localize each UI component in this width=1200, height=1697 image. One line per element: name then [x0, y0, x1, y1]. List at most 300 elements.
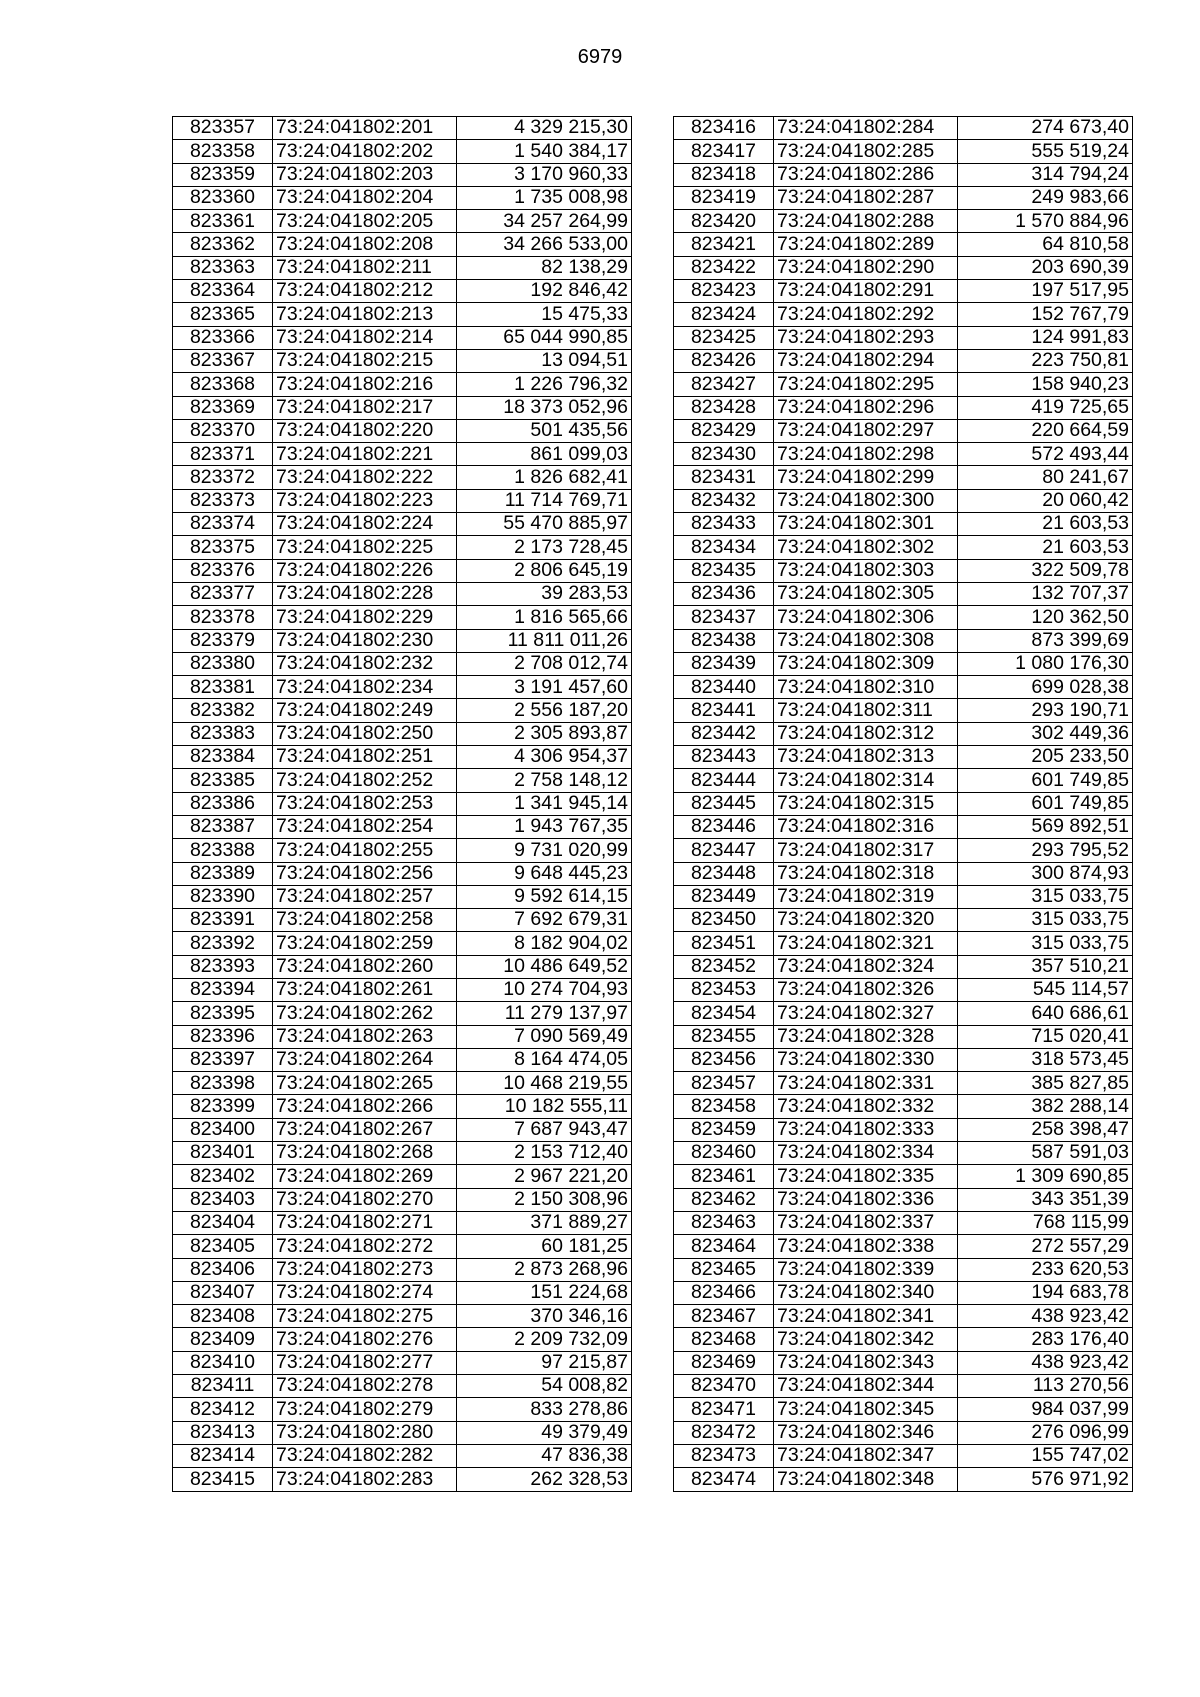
- cadastral-number-cell: 73:24:041802:341: [774, 1305, 958, 1328]
- value-cell: 276 096,99: [958, 1421, 1133, 1444]
- table-row: [674, 1281, 1133, 1304]
- cadastral-number-cell: 73:24:041802:292: [774, 303, 958, 326]
- record-number-cell: 823431: [674, 466, 774, 489]
- cadastral-number-cell: 73:24:041802:212: [273, 280, 457, 303]
- table-row: [173, 1165, 632, 1188]
- table-row: [674, 862, 1133, 885]
- cadastral-number-cell: 73:24:041802:293: [774, 326, 958, 349]
- value-cell: 34 257 264,99: [457, 210, 632, 233]
- record-number-cell: 823417: [674, 140, 774, 163]
- value-cell: 7 692 679,31: [457, 909, 632, 932]
- record-number-cell: 823391: [173, 909, 273, 932]
- table-row: [173, 1421, 632, 1444]
- table-row: [173, 1258, 632, 1281]
- cadastral-number-cell: 73:24:041802:280: [273, 1421, 457, 1444]
- value-cell: 21 603,53: [958, 513, 1133, 536]
- cadastral-number-cell: 73:24:041802:204: [273, 186, 457, 209]
- cadastral-number-cell: 73:24:041802:294: [774, 349, 958, 372]
- table-row: [173, 792, 632, 815]
- record-number-cell: 823426: [674, 349, 774, 372]
- record-number-cell: 823379: [173, 629, 273, 652]
- value-cell: 11 714 769,71: [457, 489, 632, 512]
- cadastral-number-cell: 73:24:041802:269: [273, 1165, 457, 1188]
- value-cell: 1 341 945,14: [457, 792, 632, 815]
- record-number-cell: 823368: [173, 373, 273, 396]
- record-number-cell: 823378: [173, 606, 273, 629]
- table-row: [173, 1142, 632, 1165]
- record-number-cell: 823458: [674, 1095, 774, 1118]
- record-number-cell: 823377: [173, 582, 273, 605]
- value-cell: 302 449,36: [958, 722, 1133, 745]
- table-row: [173, 815, 632, 838]
- table-row: [173, 885, 632, 908]
- value-cell: 262 328,53: [457, 1468, 632, 1491]
- value-cell: 18 373 052,96: [457, 396, 632, 419]
- cadastral-number-cell: 73:24:041802:330: [774, 1048, 958, 1071]
- cadastral-number-cell: 73:24:041802:222: [273, 466, 457, 489]
- record-number-cell: 823359: [173, 163, 273, 186]
- value-cell: 11 279 137,97: [457, 1002, 632, 1025]
- table-row: [674, 1048, 1133, 1071]
- table-row: [674, 1258, 1133, 1281]
- value-cell: 283 176,40: [958, 1328, 1133, 1351]
- value-cell: 2 873 268,96: [457, 1258, 632, 1281]
- table-row: [674, 1468, 1133, 1491]
- value-cell: 258 398,47: [958, 1118, 1133, 1141]
- value-cell: 65 044 990,85: [457, 326, 632, 349]
- record-number-cell: 823448: [674, 862, 774, 885]
- record-number-cell: 823423: [674, 280, 774, 303]
- record-number-cell: 823470: [674, 1375, 774, 1398]
- value-cell: 715 020,41: [958, 1025, 1133, 1048]
- value-cell: 80 241,67: [958, 466, 1133, 489]
- record-number-cell: 823392: [173, 932, 273, 955]
- value-cell: 21 603,53: [958, 536, 1133, 559]
- cadastral-number-cell: 73:24:041802:315: [774, 792, 958, 815]
- cadastral-number-cell: 73:24:041802:216: [273, 373, 457, 396]
- record-number-cell: 823467: [674, 1305, 774, 1328]
- table-row: [674, 629, 1133, 652]
- table-row: [674, 885, 1133, 908]
- record-number-cell: 823442: [674, 722, 774, 745]
- table-row: [173, 1281, 632, 1304]
- table-row: [173, 1095, 632, 1118]
- value-cell: 8 164 474,05: [457, 1048, 632, 1071]
- value-cell: 97 215,87: [457, 1351, 632, 1374]
- cadastral-number-cell: 73:24:041802:276: [273, 1328, 457, 1351]
- value-cell: 315 033,75: [958, 932, 1133, 955]
- record-number-cell: 823408: [173, 1305, 273, 1328]
- record-number-cell: 823465: [674, 1258, 774, 1281]
- cadastral-number-cell: 73:24:041802:275: [273, 1305, 457, 1328]
- table-row: [173, 1025, 632, 1048]
- record-number-cell: 823398: [173, 1072, 273, 1095]
- value-cell: 205 233,50: [958, 746, 1133, 769]
- cadastral-number-cell: 73:24:041802:252: [273, 769, 457, 792]
- cadastral-number-cell: 73:24:041802:289: [774, 233, 958, 256]
- cadastral-number-cell: 73:24:041802:279: [273, 1398, 457, 1421]
- table-row: [173, 1211, 632, 1234]
- table-row: [674, 1095, 1133, 1118]
- value-cell: 54 008,82: [457, 1375, 632, 1398]
- value-cell: 124 991,83: [958, 326, 1133, 349]
- value-cell: 1 570 884,96: [958, 210, 1133, 233]
- cadastral-number-cell: 73:24:041802:336: [774, 1188, 958, 1211]
- cadastral-number-cell: 73:24:041802:310: [774, 676, 958, 699]
- cadastral-number-cell: 73:24:041802:284: [774, 117, 958, 140]
- table-row: [173, 396, 632, 419]
- cadastral-number-cell: 73:24:041802:345: [774, 1398, 958, 1421]
- record-number-cell: 823421: [674, 233, 774, 256]
- record-number-cell: 823397: [173, 1048, 273, 1071]
- table-row: [674, 1072, 1133, 1095]
- value-cell: 194 683,78: [958, 1281, 1133, 1304]
- cadastral-number-cell: 73:24:041802:260: [273, 955, 457, 978]
- value-cell: 419 725,65: [958, 396, 1133, 419]
- cadastral-number-cell: 73:24:041802:224: [273, 513, 457, 536]
- table-row: [674, 326, 1133, 349]
- record-number-cell: 823429: [674, 419, 774, 442]
- record-number-cell: 823424: [674, 303, 774, 326]
- cadastral-number-cell: 73:24:041802:255: [273, 839, 457, 862]
- cadastral-number-cell: 73:24:041802:208: [273, 233, 457, 256]
- record-number-cell: 823406: [173, 1258, 273, 1281]
- table-row: [674, 443, 1133, 466]
- table-row: [674, 978, 1133, 1001]
- value-cell: 501 435,56: [457, 419, 632, 442]
- record-number-cell: 823405: [173, 1235, 273, 1258]
- record-number-cell: 823411: [173, 1375, 273, 1398]
- record-number-cell: 823461: [674, 1165, 774, 1188]
- table-row: [173, 862, 632, 885]
- cadastral-number-cell: 73:24:041802:302: [774, 536, 958, 559]
- record-number-cell: 823459: [674, 1118, 774, 1141]
- cadastral-number-cell: 73:24:041802:258: [273, 909, 457, 932]
- cadastral-number-cell: 73:24:041802:263: [273, 1025, 457, 1048]
- cadastral-number-cell: 73:24:041802:259: [273, 932, 457, 955]
- value-cell: 2 173 728,45: [457, 536, 632, 559]
- cadastral-number-cell: 73:24:041802:296: [774, 396, 958, 419]
- value-cell: 10 486 649,52: [457, 955, 632, 978]
- cadastral-number-cell: 73:24:041802:316: [774, 815, 958, 838]
- value-cell: 249 983,66: [958, 186, 1133, 209]
- record-number-cell: 823453: [674, 978, 774, 1001]
- table-row: [674, 1444, 1133, 1467]
- record-number-cell: 823449: [674, 885, 774, 908]
- table-row: [674, 722, 1133, 745]
- record-number-cell: 823376: [173, 559, 273, 582]
- table-row: [674, 909, 1133, 932]
- cadastral-number-cell: 73:24:041802:285: [774, 140, 958, 163]
- value-cell: 314 794,24: [958, 163, 1133, 186]
- value-cell: 64 810,58: [958, 233, 1133, 256]
- record-number-cell: 823362: [173, 233, 273, 256]
- value-cell: 873 399,69: [958, 629, 1133, 652]
- value-cell: 13 094,51: [457, 349, 632, 372]
- record-number-cell: 823374: [173, 513, 273, 536]
- record-number-cell: 823433: [674, 513, 774, 536]
- value-cell: 197 517,95: [958, 280, 1133, 303]
- record-number-cell: 823404: [173, 1211, 273, 1234]
- data-table-right: [673, 116, 1133, 1492]
- record-number-cell: 823373: [173, 489, 273, 512]
- record-number-cell: 823436: [674, 582, 774, 605]
- table-row: [173, 1328, 632, 1351]
- cadastral-number-cell: 73:24:041802:256: [273, 862, 457, 885]
- record-number-cell: 823383: [173, 722, 273, 745]
- record-number-cell: 823386: [173, 792, 273, 815]
- record-number-cell: 823407: [173, 1281, 273, 1304]
- record-number-cell: 823375: [173, 536, 273, 559]
- table-row: [674, 163, 1133, 186]
- record-number-cell: 823410: [173, 1351, 273, 1374]
- record-number-cell: 823382: [173, 699, 273, 722]
- table-row: [173, 606, 632, 629]
- table-row: [674, 1375, 1133, 1398]
- value-cell: 47 836,38: [457, 1444, 632, 1467]
- table-row: [173, 326, 632, 349]
- cadastral-number-cell: 73:24:041802:290: [774, 256, 958, 279]
- cadastral-number-cell: 73:24:041802:309: [774, 652, 958, 675]
- value-cell: 382 288,14: [958, 1095, 1133, 1118]
- record-number-cell: 823464: [674, 1235, 774, 1258]
- table-body: [173, 117, 632, 1492]
- value-cell: 601 749,85: [958, 769, 1133, 792]
- value-cell: 1 943 767,35: [457, 815, 632, 838]
- value-cell: 192 846,42: [457, 280, 632, 303]
- cadastral-number-cell: 73:24:041802:301: [774, 513, 958, 536]
- cadastral-number-cell: 73:24:041802:335: [774, 1165, 958, 1188]
- table-row: [173, 652, 632, 675]
- table-row: [173, 1048, 632, 1071]
- table-row: [173, 536, 632, 559]
- value-cell: 3 170 960,33: [457, 163, 632, 186]
- record-number-cell: 823472: [674, 1421, 774, 1444]
- record-number-cell: 823454: [674, 1002, 774, 1025]
- cadastral-number-cell: 73:24:041802:343: [774, 1351, 958, 1374]
- cadastral-number-cell: 73:24:041802:286: [774, 163, 958, 186]
- table-row: [674, 256, 1133, 279]
- record-number-cell: 823395: [173, 1002, 273, 1025]
- value-cell: 2 708 012,74: [457, 652, 632, 675]
- table-row: [173, 233, 632, 256]
- table-row: [173, 140, 632, 163]
- record-number-cell: 823443: [674, 746, 774, 769]
- cadastral-number-cell: 73:24:041802:225: [273, 536, 457, 559]
- table-row: [173, 1072, 632, 1095]
- cadastral-number-cell: 73:24:041802:288: [774, 210, 958, 233]
- value-cell: 438 923,42: [958, 1351, 1133, 1374]
- cadastral-number-cell: 73:24:041802:306: [774, 606, 958, 629]
- record-number-cell: 823437: [674, 606, 774, 629]
- record-number-cell: 823430: [674, 443, 774, 466]
- cadastral-number-cell: 73:24:041802:221: [273, 443, 457, 466]
- value-cell: 768 115,99: [958, 1211, 1133, 1234]
- value-cell: 438 923,42: [958, 1305, 1133, 1328]
- table-row: [674, 559, 1133, 582]
- data-table-left: [172, 116, 632, 1492]
- table-row: [674, 955, 1133, 978]
- cadastral-number-cell: 73:24:041802:264: [273, 1048, 457, 1071]
- table-row: [674, 1002, 1133, 1025]
- cadastral-number-cell: 73:24:041802:311: [774, 699, 958, 722]
- table-row: [173, 699, 632, 722]
- value-cell: 9 648 445,23: [457, 862, 632, 885]
- table-row: [173, 676, 632, 699]
- value-cell: 2 967 221,20: [457, 1165, 632, 1188]
- cadastral-number-cell: 73:24:041802:234: [273, 676, 457, 699]
- record-number-cell: 823367: [173, 349, 273, 372]
- cadastral-number-cell: 73:24:041802:320: [774, 909, 958, 932]
- table-row: [173, 1305, 632, 1328]
- value-cell: 315 033,75: [958, 885, 1133, 908]
- table-row: [674, 676, 1133, 699]
- table-row: [173, 1375, 632, 1398]
- value-cell: 233 620,53: [958, 1258, 1133, 1281]
- table-row: [173, 303, 632, 326]
- record-number-cell: 823371: [173, 443, 273, 466]
- cadastral-number-cell: 73:24:041802:213: [273, 303, 457, 326]
- table-row: [173, 746, 632, 769]
- cadastral-number-cell: 73:24:041802:299: [774, 466, 958, 489]
- value-cell: 10 468 219,55: [457, 1072, 632, 1095]
- record-number-cell: 823462: [674, 1188, 774, 1211]
- record-number-cell: 823385: [173, 769, 273, 792]
- value-cell: 4 329 215,30: [457, 117, 632, 140]
- value-cell: 20 060,42: [958, 489, 1133, 512]
- value-cell: 1 080 176,30: [958, 652, 1133, 675]
- record-number-cell: 823463: [674, 1211, 774, 1234]
- cadastral-number-cell: 73:24:041802:333: [774, 1118, 958, 1141]
- value-cell: 343 351,39: [958, 1188, 1133, 1211]
- table-row: [173, 489, 632, 512]
- cadastral-number-cell: 73:24:041802:338: [774, 1235, 958, 1258]
- table-row: [173, 1002, 632, 1025]
- cadastral-number-cell: 73:24:041802:265: [273, 1072, 457, 1095]
- record-number-cell: 823427: [674, 373, 774, 396]
- table-row: [674, 466, 1133, 489]
- value-cell: 10 274 704,93: [457, 978, 632, 1001]
- cadastral-number-cell: 73:24:041802:217: [273, 396, 457, 419]
- cadastral-number-cell: 73:24:041802:332: [774, 1095, 958, 1118]
- record-number-cell: 823434: [674, 536, 774, 559]
- record-number-cell: 823469: [674, 1351, 774, 1374]
- table-row: [173, 932, 632, 955]
- value-cell: 220 664,59: [958, 419, 1133, 442]
- cadastral-number-cell: 73:24:041802:261: [273, 978, 457, 1001]
- value-cell: 861 099,03: [457, 443, 632, 466]
- cadastral-number-cell: 73:24:041802:249: [273, 699, 457, 722]
- cadastral-number-cell: 73:24:041802:337: [774, 1211, 958, 1234]
- cadastral-number-cell: 73:24:041802:295: [774, 373, 958, 396]
- value-cell: 640 686,61: [958, 1002, 1133, 1025]
- table-row: [674, 1421, 1133, 1444]
- cadastral-number-cell: 73:24:041802:342: [774, 1328, 958, 1351]
- value-cell: 132 707,37: [958, 582, 1133, 605]
- table-row: [674, 373, 1133, 396]
- value-cell: 315 033,75: [958, 909, 1133, 932]
- record-number-cell: 823428: [674, 396, 774, 419]
- table-row: [674, 233, 1133, 256]
- value-cell: 569 892,51: [958, 815, 1133, 838]
- cadastral-number-cell: 73:24:041802:305: [774, 582, 958, 605]
- table-row: [173, 256, 632, 279]
- record-number-cell: 823390: [173, 885, 273, 908]
- record-number-cell: 823357: [173, 117, 273, 140]
- table-row: [173, 419, 632, 442]
- record-number-cell: 823416: [674, 117, 774, 140]
- value-cell: 39 283,53: [457, 582, 632, 605]
- record-number-cell: 823360: [173, 186, 273, 209]
- cadastral-number-cell: 73:24:041802:201: [273, 117, 457, 140]
- cadastral-number-cell: 73:24:041802:228: [273, 582, 457, 605]
- cadastral-number-cell: 73:24:041802:215: [273, 349, 457, 372]
- record-number-cell: 823413: [173, 1421, 273, 1444]
- record-number-cell: 823460: [674, 1142, 774, 1165]
- record-number-cell: 823396: [173, 1025, 273, 1048]
- cadastral-number-cell: 73:24:041802:214: [273, 326, 457, 349]
- table-row: [674, 932, 1133, 955]
- cadastral-number-cell: 73:24:041802:340: [774, 1281, 958, 1304]
- value-cell: 322 509,78: [958, 559, 1133, 582]
- table-row: [674, 1165, 1133, 1188]
- table-row: [173, 186, 632, 209]
- table-row: [173, 349, 632, 372]
- table-row: [674, 769, 1133, 792]
- table-row: [173, 722, 632, 745]
- cadastral-number-cell: 73:24:041802:287: [774, 186, 958, 209]
- table-row: [674, 489, 1133, 512]
- value-cell: 9 731 020,99: [457, 839, 632, 862]
- record-number-cell: 823403: [173, 1188, 273, 1211]
- table-row: [674, 349, 1133, 372]
- record-number-cell: 823450: [674, 909, 774, 932]
- value-cell: 370 346,16: [457, 1305, 632, 1328]
- cadastral-number-cell: 73:24:041802:328: [774, 1025, 958, 1048]
- value-cell: 223 750,81: [958, 349, 1133, 372]
- record-number-cell: 823425: [674, 326, 774, 349]
- record-number-cell: 823364: [173, 280, 273, 303]
- record-number-cell: 823471: [674, 1398, 774, 1421]
- cadastral-number-cell: 73:24:041802:334: [774, 1142, 958, 1165]
- value-cell: 2 305 893,87: [457, 722, 632, 745]
- table-row: [173, 909, 632, 932]
- table-row: [674, 303, 1133, 326]
- record-number-cell: 823468: [674, 1328, 774, 1351]
- table-row: [173, 559, 632, 582]
- table-body: [674, 117, 1133, 1492]
- table-row: [674, 1211, 1133, 1234]
- value-cell: 82 138,29: [457, 256, 632, 279]
- table-row: [674, 792, 1133, 815]
- value-cell: 49 379,49: [457, 1421, 632, 1444]
- value-cell: 55 470 885,97: [457, 513, 632, 536]
- cadastral-number-cell: 73:24:041802:346: [774, 1421, 958, 1444]
- cadastral-number-cell: 73:24:041802:273: [273, 1258, 457, 1281]
- value-cell: 1 816 565,66: [457, 606, 632, 629]
- value-cell: 113 270,56: [958, 1375, 1133, 1398]
- value-cell: 8 182 904,02: [457, 932, 632, 955]
- value-cell: 555 519,24: [958, 140, 1133, 163]
- value-cell: 3 191 457,60: [457, 676, 632, 699]
- table-row: [674, 839, 1133, 862]
- table-row: [674, 1328, 1133, 1351]
- cadastral-number-cell: 73:24:041802:205: [273, 210, 457, 233]
- record-number-cell: 823435: [674, 559, 774, 582]
- table-row: [674, 210, 1133, 233]
- record-number-cell: 823401: [173, 1142, 273, 1165]
- record-number-cell: 823447: [674, 839, 774, 862]
